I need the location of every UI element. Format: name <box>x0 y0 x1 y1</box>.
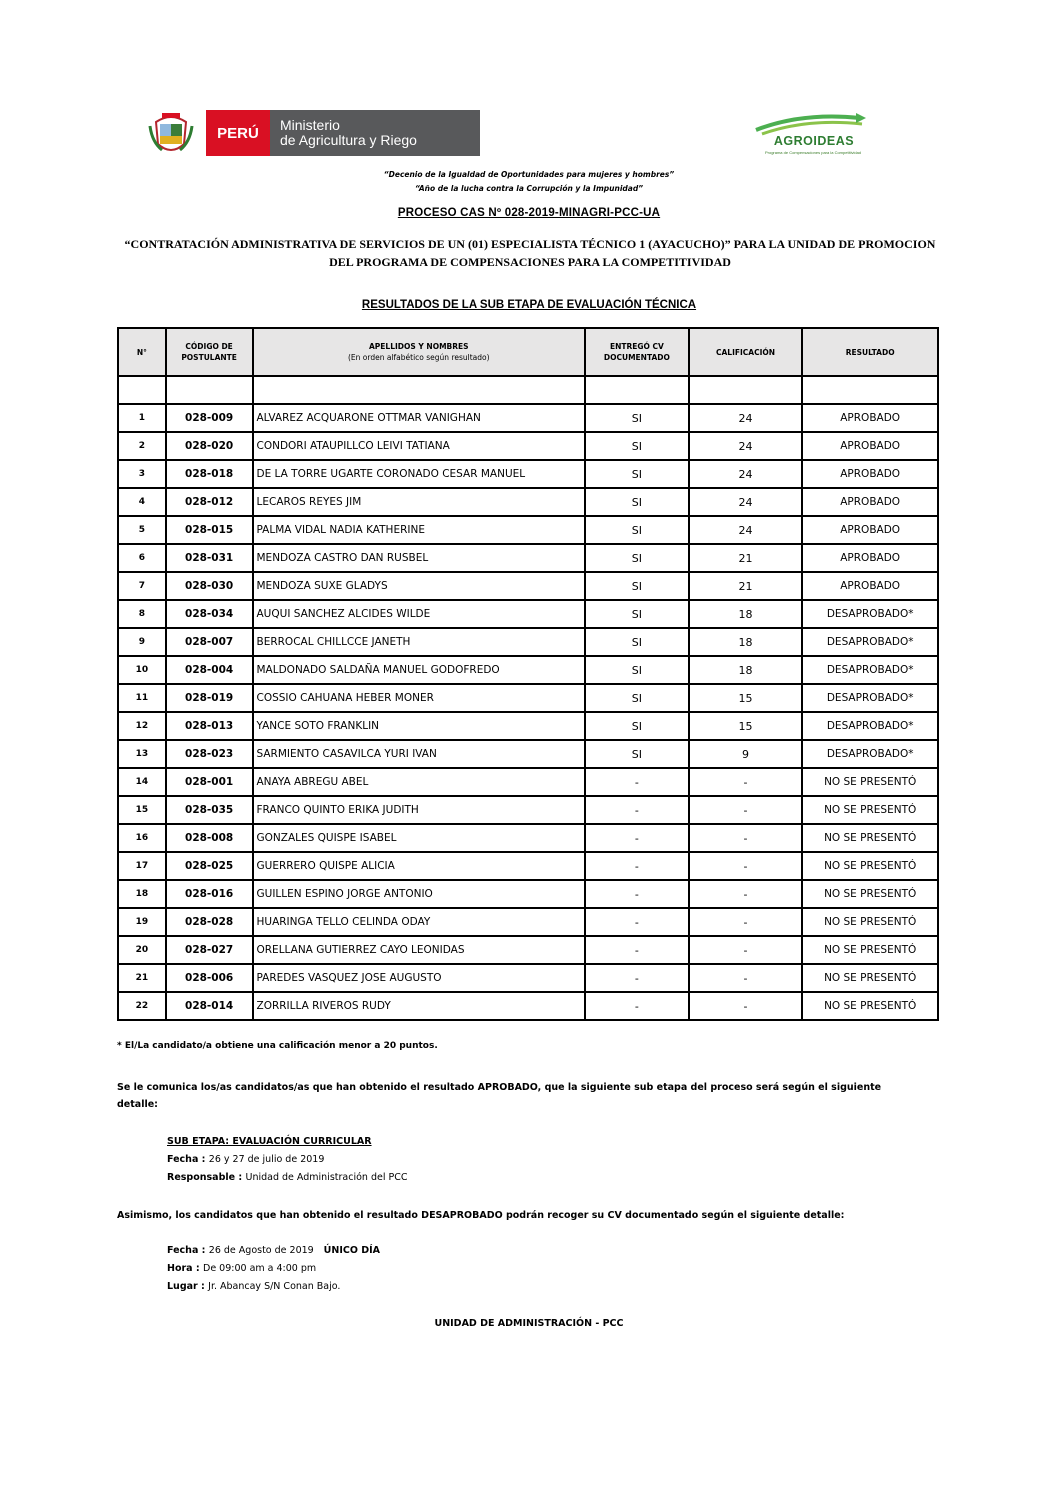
cell-name: MENDOZA SUXE GLADYS <box>253 572 586 600</box>
cell-cv: SI <box>585 460 689 488</box>
cell-score: 9 <box>689 740 803 768</box>
cell-num: 6 <box>118 544 166 572</box>
cell-cv: SI <box>585 572 689 600</box>
cell-name: YANCE SOTO FRANKLIN <box>253 712 586 740</box>
table-row <box>118 824 938 852</box>
cell-name: MALDONADO SALDAÑA MANUEL GODOFREDO <box>253 656 586 684</box>
contratacion-title: “CONTRATACIÓN ADMINISTRATIVA DE SERVICIOS DE UN (01) ESPECIALISTA TÉCNICO 1 (AYACUCHO)” PARA LA UNIDAD DE PROMOCION DEL PROGRAMA DE COMPENSACIONES PARA LA COMPETITIVIDAD <box>124 237 936 269</box>
table-row <box>118 544 938 572</box>
ministerio-logo <box>148 110 480 158</box>
cell-score: 24 <box>689 404 803 432</box>
table-row <box>118 908 938 936</box>
cell-score: 18 <box>689 600 803 628</box>
cell-result: DESAPROBADO* <box>802 600 938 628</box>
cell-score: - <box>689 880 803 908</box>
recojo-hora: Hora : De 09:00 am a 4:00 pm <box>167 1263 317 1274</box>
header-cv: ENTREGÓ CV DOCUMENTADO <box>585 328 689 376</box>
table-row <box>118 880 938 908</box>
cell-result: APROBADO <box>802 460 938 488</box>
cell-score: 18 <box>689 628 803 656</box>
cell-code: 028-030 <box>166 572 253 600</box>
cell-score: 24 <box>689 488 803 516</box>
cell-result: NO SE PRESENTÓ <box>802 852 938 880</box>
recojo-lugar: Lugar : Jr. Abancay S/N Conan Bajo. <box>167 1281 341 1292</box>
cell-cv: - <box>585 992 689 1020</box>
cell-name: AUQUI SANCHEZ ALCIDES WILDE <box>253 600 586 628</box>
table-row <box>118 740 938 768</box>
table-row <box>118 852 938 880</box>
cell-name: SARMIENTO CASAVILCA YURI IVAN <box>253 740 586 768</box>
table-spacer <box>118 376 938 404</box>
cell-name: GUILLEN ESPINO JORGE ANTONIO <box>253 880 586 908</box>
cell-cv: SI <box>585 432 689 460</box>
table-row <box>118 656 938 684</box>
coat-of-arms-icon <box>148 112 194 156</box>
header-num: N° <box>118 328 166 376</box>
results-title: RESULTADOS DE LA SUB ETAPA DE EVALUACIÓN TÉCNICA <box>361 299 697 311</box>
cell-result: NO SE PRESENTÓ <box>802 880 938 908</box>
table-header-row <box>118 328 938 376</box>
cell-name: ORELLANA GUTIERREZ CAYO LEONIDAS <box>253 936 586 964</box>
cell-num: 10 <box>118 656 166 684</box>
sub-etapa-responsable: Responsable : Unidad de Administración del PCC <box>167 1172 408 1183</box>
cell-num: 12 <box>118 712 166 740</box>
cell-name: ZORRILLA RIVEROS RUDY <box>253 992 586 1020</box>
cell-score: 24 <box>689 516 803 544</box>
cell-num: 20 <box>118 936 166 964</box>
cell-score: 21 <box>689 572 803 600</box>
cell-code: 028-012 <box>166 488 253 516</box>
cell-name: CONDORI ATAUPILLCO LEIVI TATIANA <box>253 432 586 460</box>
cell-cv: SI <box>585 516 689 544</box>
header-code: CÓDIGO DE POSTULANTE <box>166 328 253 376</box>
cell-result: DESAPROBADO* <box>802 740 938 768</box>
cell-code: 028-019 <box>166 684 253 712</box>
cell-score: - <box>689 936 803 964</box>
cell-name: ALVAREZ ACQUARONE OTTMAR VANIGHAN <box>253 404 586 432</box>
cell-code: 028-016 <box>166 880 253 908</box>
cell-num: 1 <box>118 404 166 432</box>
cell-name: MENDOZA CASTRO DAN RUSBEL <box>253 544 586 572</box>
cell-result: NO SE PRESENTÓ <box>802 936 938 964</box>
agroideas-tagline: Programa de Compensaciones para la Competitividad <box>764 150 862 155</box>
cell-score: - <box>689 824 803 852</box>
cell-name: ANAYA ABREGU ABEL <box>253 768 586 796</box>
cell-code: 028-007 <box>166 628 253 656</box>
cell-cv: SI <box>585 656 689 684</box>
cell-score: - <box>689 852 803 880</box>
cell-name: GONZALES QUISPE ISABEL <box>253 824 586 852</box>
cell-num: 8 <box>118 600 166 628</box>
cell-code: 028-013 <box>166 712 253 740</box>
cell-name: DE LA TORRE UGARTE CORONADO CESAR MANUEL <box>253 460 586 488</box>
cell-code: 028-004 <box>166 656 253 684</box>
cell-result: DESAPROBADO* <box>802 656 938 684</box>
table-row <box>118 600 938 628</box>
cell-name: GUERRERO QUISPE ALICIA <box>253 852 586 880</box>
cell-code: 028-006 <box>166 964 253 992</box>
table-row <box>118 404 938 432</box>
cell-cv: - <box>585 852 689 880</box>
cell-score: 24 <box>689 432 803 460</box>
cell-score: 15 <box>689 684 803 712</box>
cell-code: 028-014 <box>166 992 253 1020</box>
notice-aprobado: Se le comunica los/as candidatos/as que han obtenido el resultado APROBADO, que la siguiente sub etapa del proceso será según el siguiente <box>117 1082 882 1093</box>
cell-cv: SI <box>585 600 689 628</box>
table-row <box>118 628 938 656</box>
cell-code: 028-031 <box>166 544 253 572</box>
cell-num: 16 <box>118 824 166 852</box>
cell-cv: - <box>585 936 689 964</box>
cell-cv: SI <box>585 404 689 432</box>
results-table <box>117 327 939 1021</box>
cell-name: LECAROS REYES JIM <box>253 488 586 516</box>
cell-code: 028-015 <box>166 516 253 544</box>
cell-name: PAREDES VASQUEZ JOSE AUGUSTO <box>253 964 586 992</box>
cell-num: 4 <box>118 488 166 516</box>
agroideas-swoosh-icon <box>752 110 872 136</box>
cell-cv: - <box>585 824 689 852</box>
cell-code: 028-035 <box>166 796 253 824</box>
cell-cv: - <box>585 908 689 936</box>
cell-score: 21 <box>689 544 803 572</box>
cell-result: APROBADO <box>802 488 938 516</box>
cell-code: 028-034 <box>166 600 253 628</box>
cell-code: 028-020 <box>166 432 253 460</box>
cell-num: 19 <box>118 908 166 936</box>
cell-score: - <box>689 768 803 796</box>
cell-name: COSSIO CAHUANA HEBER MONER <box>253 684 586 712</box>
table-row <box>118 572 938 600</box>
ministry-line-2: de Agricultura y Riego <box>280 132 417 148</box>
cell-result: NO SE PRESENTÓ <box>802 824 938 852</box>
agroideas-name: AGROIDEAS <box>773 134 855 148</box>
ministry-line-1: Ministerio <box>280 117 340 133</box>
cell-score: - <box>689 992 803 1020</box>
footnote: * El/La candidato/a obtiene una calificación menor a 20 puntos. <box>117 1041 438 1051</box>
cell-result: NO SE PRESENTÓ <box>802 964 938 992</box>
sub-etapa-title: SUB ETAPA: EVALUACIÓN CURRICULAR <box>167 1136 372 1147</box>
header-score: CALIFICACIÓN <box>689 328 803 376</box>
table-row <box>118 964 938 992</box>
cell-score: 24 <box>689 460 803 488</box>
table-row <box>118 432 938 460</box>
cell-result: DESAPROBADO* <box>802 628 938 656</box>
cell-code: 028-008 <box>166 824 253 852</box>
recojo-fecha: Fecha : 26 de Agosto de 2019 ÚNICO DÍA <box>167 1245 380 1256</box>
notice-desaprobado: Asimismo, los candidatos que han obtenido el resultado DESAPROBADO podrán recoger su CV documentado según el siguiente detalle: <box>117 1210 845 1221</box>
cell-cv: SI <box>585 628 689 656</box>
table-row <box>118 712 938 740</box>
cell-num: 22 <box>118 992 166 1020</box>
cell-score: - <box>689 796 803 824</box>
cell-score: - <box>689 964 803 992</box>
peru-label: PERÚ <box>206 110 270 156</box>
cell-code: 028-025 <box>166 852 253 880</box>
cell-num: 2 <box>118 432 166 460</box>
cell-name: PALMA VIDAL NADIA KATHERINE <box>253 516 586 544</box>
table-row <box>118 516 938 544</box>
cell-code: 028-009 <box>166 404 253 432</box>
cell-name: BERROCAL CHILLCCE JANETH <box>253 628 586 656</box>
cell-code: 028-028 <box>166 908 253 936</box>
slogan-2: “Año de la lucha contra la Corrupción y la Impunidad” <box>414 184 644 193</box>
cell-num: 14 <box>118 768 166 796</box>
cell-score: 15 <box>689 712 803 740</box>
cell-num: 9 <box>118 628 166 656</box>
table-row <box>118 936 938 964</box>
cell-cv: - <box>585 880 689 908</box>
agroideas-logo <box>752 110 872 160</box>
sub-etapa-fecha: Fecha : 26 y 27 de julio de 2019 <box>167 1154 325 1165</box>
cell-score: - <box>689 908 803 936</box>
cell-num: 17 <box>118 852 166 880</box>
cell-cv: SI <box>585 684 689 712</box>
cell-num: 21 <box>118 964 166 992</box>
cell-result: NO SE PRESENTÓ <box>802 796 938 824</box>
cell-cv: SI <box>585 488 689 516</box>
cell-num: 7 <box>118 572 166 600</box>
cell-name: FRANCO QUINTO ERIKA JUDITH <box>253 796 586 824</box>
cell-code: 028-023 <box>166 740 253 768</box>
cell-num: 5 <box>118 516 166 544</box>
cell-result: DESAPROBADO* <box>802 684 938 712</box>
ministry-label <box>270 110 480 156</box>
table-row <box>118 768 938 796</box>
cell-cv: - <box>585 964 689 992</box>
cell-num: 3 <box>118 460 166 488</box>
cell-num: 13 <box>118 740 166 768</box>
cell-num: 15 <box>118 796 166 824</box>
table-row <box>118 684 938 712</box>
cell-num: 18 <box>118 880 166 908</box>
cell-cv: SI <box>585 544 689 572</box>
cell-result: APROBADO <box>802 572 938 600</box>
table-row <box>118 460 938 488</box>
table-row <box>118 796 938 824</box>
header-result: RESULTADO <box>802 328 938 376</box>
table-row <box>118 992 938 1020</box>
cell-result: APROBADO <box>802 432 938 460</box>
cell-num: 11 <box>118 684 166 712</box>
header-name: APELLIDOS Y NOMBRES (En orden alfabético según resultado) <box>253 328 586 376</box>
cell-code: 028-001 <box>166 768 253 796</box>
cell-result: APROBADO <box>802 516 938 544</box>
cell-code: 028-027 <box>166 936 253 964</box>
cell-result: NO SE PRESENTÓ <box>802 992 938 1020</box>
table-row <box>118 488 938 516</box>
cell-result: APROBADO <box>802 544 938 572</box>
cell-score: 18 <box>689 656 803 684</box>
cell-result: DESAPROBADO* <box>802 712 938 740</box>
cell-result: NO SE PRESENTÓ <box>802 768 938 796</box>
cell-code: 028-018 <box>166 460 253 488</box>
cell-result: APROBADO <box>802 404 938 432</box>
notice-aprobado-detalle: detalle: <box>117 1099 158 1110</box>
proceso-title: PROCESO CAS Nº 028-2019-MINAGRI-PCC-UA <box>397 207 661 219</box>
cell-cv: - <box>585 796 689 824</box>
cell-cv: SI <box>585 740 689 768</box>
cell-cv: SI <box>585 712 689 740</box>
cell-cv: - <box>585 768 689 796</box>
signature: UNIDAD DE ADMINISTRACIÓN - PCC <box>434 1318 624 1329</box>
slogan-1: “Decenio de la Igualdad de Oportunidades para mujeres y hombres” <box>383 170 675 179</box>
cell-result: NO SE PRESENTÓ <box>802 908 938 936</box>
cell-name: HUARINGA TELLO CELINDA ODAY <box>253 908 586 936</box>
